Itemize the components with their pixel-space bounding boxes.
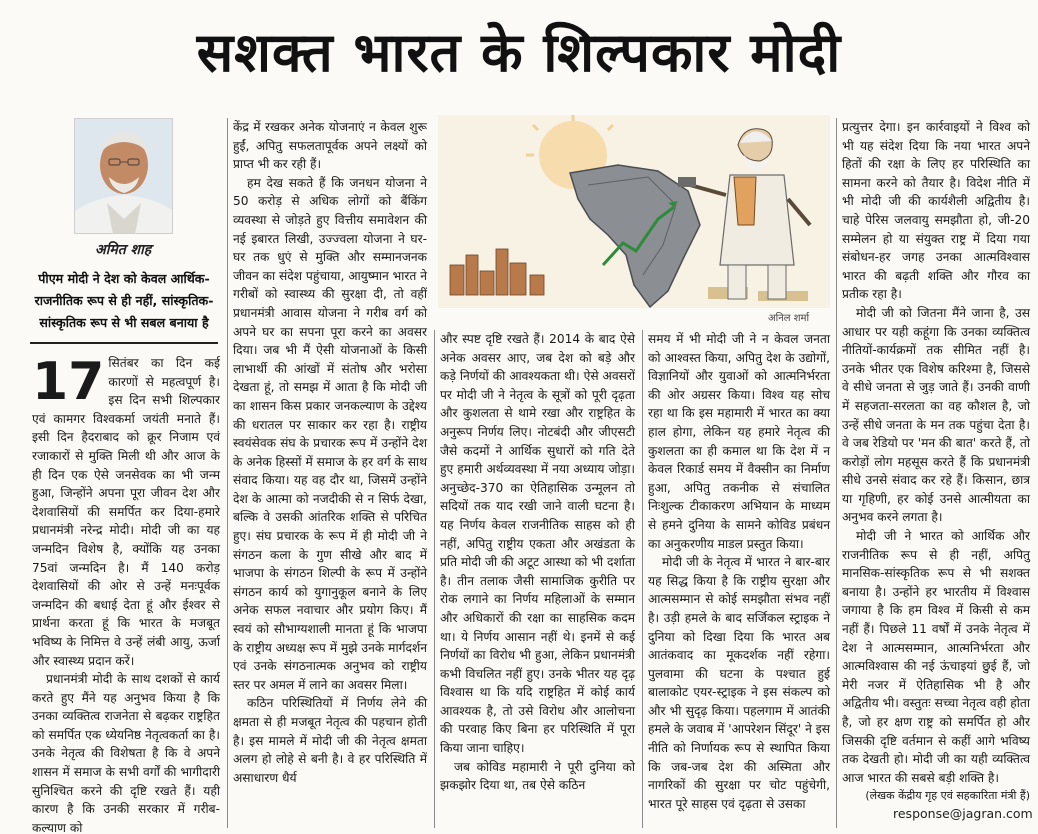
column-rule	[642, 330, 643, 828]
paragraph: हम देख सकते हैं कि जनधन योजना ने 50 करोड़ से अधिक लोगों को बैंकिंग व्यवस्था से जोड़ते हुए वित्तीय समावेशन की नई इबारत लिखी, उज्ज्वला योजना ने घर-घर तक धुएं से मुक्ति और सम्मानजनक जीवन का संदेश पहुंचाया, आयुष्मान भारत ने गरीबों को स्वास्थ्य की सुरक्षा दी, तो वहीं प्रधानमंत्री आवास योजना ने गरीब वर्ग को अपने घर का सपना पूरा करने का अवसर दिया। जब भी मैं ऐसी योजनाओं के किसी लाभार्थी की आंखों में संतोष और भरोसा देखता हूं, तो समझ में आता है कि मोदी जी का शासन किस प्रकार जनकल्याण के उद्देश्य की धरातल पर साकार कर रहा है। राष्ट्रीय स्वयंसेवक संघ के प्रचारक रूप में उन्होंने देश के अनेक हिस्सों में समाज के हर वर्ग के साथ संवाद किया। यह वह दौर था, जिसमें उन्होंने देश के आत्मा को नजदीकी से न सिर्फ देखा, बल्कि वे उसकी आंतरिक शक्ति से परिचित हुए। संघ प्रचारक के रूप में ही मोदी जी ने संगठन कला के गुण सीखे और बाद में भाजपा के संगठन शिल्पी के रूप में उन्होंने संगठन कार्य को युगानुकूल बनाने के लिए अनेक सफल नवाचार और प्रयोग किए। मैं स्वयं को सौभाग्यशाली मानता हूं कि भाजपा के राष्ट्रीय अध्यक्ष रूप में मुझे उनके मार्गदर्शन एवं उनके संगठनात्मक अनुभव को राष्ट्रीय स्तर पर अमल में लाने का अवसर मिला।	[233, 175, 427, 692]
paragraph: मोदी जी के नेतृत्व में भारत ने बार-बार यह सिद्ध किया है कि राष्ट्रीय सुरक्षा और आत्मसम्मान से कोई समझौता संभव नहीं है। उड़ी हमले के बाद सर्जिकल स्ट्राइक ने दुनिया को दिखा दिया कि भारत अब आतंकवाद का मूकदर्शक नहीं रहेगा। पुलवामा की घटना के पश्चात हुई बालाकोट एयर-स्ट्राइक ने इस संकल्प को और भी सुदृढ़ किया। पहलगाम में आतंकी हमले के जवाब में 'आपरेशन सिंदूर' ने इस नीति को निर्णायक रूप से स्थापित किया कि जब-जब देश की अस्मिता और नागरिकों की सुरक्षा पर चोट पहुंचेगी, भारत पूरे साहस एवं दृढ़ता से उसका	[648, 555, 830, 811]
drop-cap: 17	[32, 352, 105, 412]
article-column-4	[648, 330, 830, 813]
author-photo	[74, 118, 173, 234]
paragraph: मोदी जी को जितना मैंने जाना है, उस आधार पर यही कहूंगा कि उनका व्यक्तित्व नीतियों-कार्यक्रमों तक सीमित नहीं है। उनके भीतर एक विशेष करिश्मा है, जिससे वे सीधे जनता से जुड़ जाते हैं। उनकी वाणी में सहजता-सरलता का वह कौशल है, जो उन्हें सीधे जनता के मन तक पहुंचा देता है। वे जब रेडियो पर 'मन की बात' करते हैं, तो करोड़ों लोग महसूस करते हैं कि प्रधानमंत्री सीधे उनसे संवाद कर रहे हैं। किसान, छात्र या गृहिणी, हर कोई उनसे आत्मीयता का अनुभव करने लगता है।	[842, 305, 1030, 525]
article-column-2	[233, 118, 427, 787]
paragraph: प्रधानमंत्री मोदी के साथ दशकों से कार्य करते हुए मैंने यह अनुभव किया है कि उनका व्यक्तित्व राजनेता से बढ़कर राष्ट्रहित को समर्पित एक ध्येयनिष्ठ नेतृत्वकर्ता का है। उनके नेतृत्व की विशेषता है कि वे अपने शासन में समाज के सभी वर्गों की भागीदारी सुनिश्चित करने की दृष्टि रखते हैं। यही कारण है कि उनकी सरकार में गरीब-कल्याण को	[32, 672, 220, 834]
author-name: अमित शाह	[95, 242, 152, 258]
column-rule	[836, 118, 837, 828]
article-column-1	[32, 354, 220, 834]
paragraph: मोदी जी ने भारत को आर्थिक और राजनीतिक रूप से ही नहीं, अपितु मानसिक-सांस्कृतिक रूप से भी सशक्त बनाया है। उन्होंने हर भारतीय में विश्वास जगाया है कि हम विश्व में किसी से कम नहीं हैं। पिछले 11 वर्षों में उनके नेतृत्व में देश ने आत्मसम्मान, आत्मनिर्भरता और आत्मविश्वास की नई ऊंचाइयां छुई हैं, जो मेरी नजर में ऐतिहासिक भी है और अद्वितीय भी। वस्तुतः सच्चा नेतृत्व वही होता है, जो हर क्षण राष्ट्र को समर्पित हो और जिसकी दृष्टि वर्तमान से कहीं आगे भविष्य तक देखती हो। मोदी जी का यही व्यक्तित्व आज भारत की सबसे बड़ी शक्ति है।	[842, 529, 1030, 785]
article-column-3	[440, 330, 635, 795]
headline: सशक्त भारत के शिल्पकार मोदी	[196, 21, 842, 84]
paragraph: और स्पष्ट दृष्टि रखते हैं। 2014 के बाद ऐसे अनेक अवसर आए, जब देश को बड़े और कड़े निर्णयों की आवश्यकता थी। ऐसे अवसरों पर मोदी जी ने नेतृत्व के सूत्रों को पूरी दृढ़ता और कुशलता से थामे रखा और राष्ट्रहित के अनुरूप निर्णय लिए। नोटबंदी और जीएसटी जैसे कदमों ने आर्थिक सुधारों को गति देते हुए हमारी अर्थव्यवस्था में नया अध्याय जोड़ा। अनुच्छेद-370 का ऐतिहासिक उन्मूलन तो सदियों तक याद रखी जाने वाली घटना है। यह निर्णय केवल राजनीतिक साहस को ही नहीं, अपितु राष्ट्रीय एकता और अखंडता के प्रति मोदी जी की अटूट आस्था को भी दर्शाता है। तीन तलाक जैसी सामाजिक कुरीति पर रोक लगाने का निर्णय महिलाओं के सम्मान और अधिकारों की रक्षा का साहसिक कदम था। ये निर्णय आसान नहीं थे। इनमें से कई निर्णयों का विरोध भी हुआ, लेकिन प्रधानमंत्री कभी विचलित नहीं हुए। उनके भीतर यह दृढ़ विश्वास था कि यदि राष्ट्रहित में कोई कार्य आवश्यक है, तो उसे विरोध और आलोचना की परवाह किए बिना हर परिस्थिति में पूरा किया जाना चाहिए।	[440, 332, 635, 756]
author-pullquote: पीएम मोदी ने देश को केवल आर्थिक-राजनीतिक रूप से ही नहीं, सांस्कृतिक-सांस्कृतिक रूप से भी सबल बनाया है	[34, 271, 214, 330]
illustration-credit: अनिल शर्मा	[768, 313, 810, 324]
column-rule	[434, 330, 435, 828]
paragraph	[32, 354, 220, 670]
response-email[interactable]: response@jagran.com	[893, 806, 1033, 821]
paragraph-text: सितंबर का दिन कई कारणों से महत्वपूर्ण है। इस दिन सभी शिल्पकार एवं कामगर विश्वकर्मा जयंती मनाते हैं। इसी दिन हैदराबाद को क्रूर निजाम एवं रजाकारों से मुक्ति मिली थी और आज के ही दिन एक ऐसे जनसेवक का भी जन्म हुआ, जिन्होंने अपना पूरा जीवन देश और देशवासियों की समर्पित कर दिया-हमारे प्रधानमंत्री नरेन्द्र मोदी। मोदी जी का यह जन्मदिन विशेष है, क्योंकि यह उनका 75वां जन्मदिन है। मैं 140 करोड़ देशवासियों की ओर से उन्हें मनःपूर्वक जन्मदिन की बधाई देता हूं और ईश्वर से प्रार्थना करता हूं कि भारत के मजबूत भविष्य के निमित्त वे उन्हें लंबी आयु, ऊर्जा और स्वास्थ्य प्रदान करें।	[32, 356, 220, 668]
article-column-5	[842, 118, 1030, 806]
cartoon-illustration	[438, 115, 830, 308]
paragraph: केंद्र में रखकर अनेक योजनाएं न केवल शुरू हुईं, अपितु सफलतापूर्वक अपने लक्ष्यों को प्राप्त भी कर रही हैं।	[233, 120, 427, 172]
paragraph: समय में भी मोदी जी ने न केवल जनता को आश्वस्त किया, अपितु देश के उद्योगों, विज्ञानियों और युवाओं को आत्मनिर्भरता की ओर अग्रसर किया। विश्व यह सोच रहा था कि इस महामारी में भारत का क्या हाल होगा, लेकिन यह हमारे नेतृत्व की कुशलता का ही कमाल था कि देश में न केवल रिकार्ड समय में वैक्सीन का निर्माण हुआ, अपितु तकनीक से संचालित निःशुल्क टीकाकरण अभियान के माध्यम से हमने दुनिया के सामने कोविड प्रबंधन का अनुकरणीय माडल प्रस्तुत किया।	[648, 332, 830, 551]
divider	[30, 342, 218, 344]
paragraph: जब कोविड महामारी ने पूरी दुनिया को झकझोर दिया था, तब ऐसे कठिन	[440, 759, 635, 793]
author-note: (लेखक केंद्रीय गृह एवं सहकारिता मंत्री हैं)	[865, 789, 1030, 803]
paragraph: प्रत्युत्तर देगा। इन कार्रवाइयों ने विश्व को भी यह संदेश दिया कि नया भारत अपने हितों की रक्षा के लिए हर परिस्थिति का सामना करने को तैयार है। विदेश नीति में भी मोदी जी की कार्यशैली अद्वितीय है। चाहे पेरिस जलवायु समझौता हो, जी-20 सम्मेलन हो या संयुक्त राष्ट्र में दिया गया संबोधन-हर जगह उनका आत्मविश्वास भारत की बढ़ती शक्ति और गौरव का प्रतीक रहा है।	[842, 120, 1030, 302]
paragraph: कठिन परिस्थितियों में निर्णय लेने की क्षमता से ही मजबूत नेतृत्व की पहचान होती है। इस मामले में मोदी जी की नेतृत्व क्षमता अलग हो लोहे से बनी है। वे हर परिस्थिति में असाधारण धैर्य	[233, 696, 427, 785]
column-rule	[227, 118, 228, 828]
